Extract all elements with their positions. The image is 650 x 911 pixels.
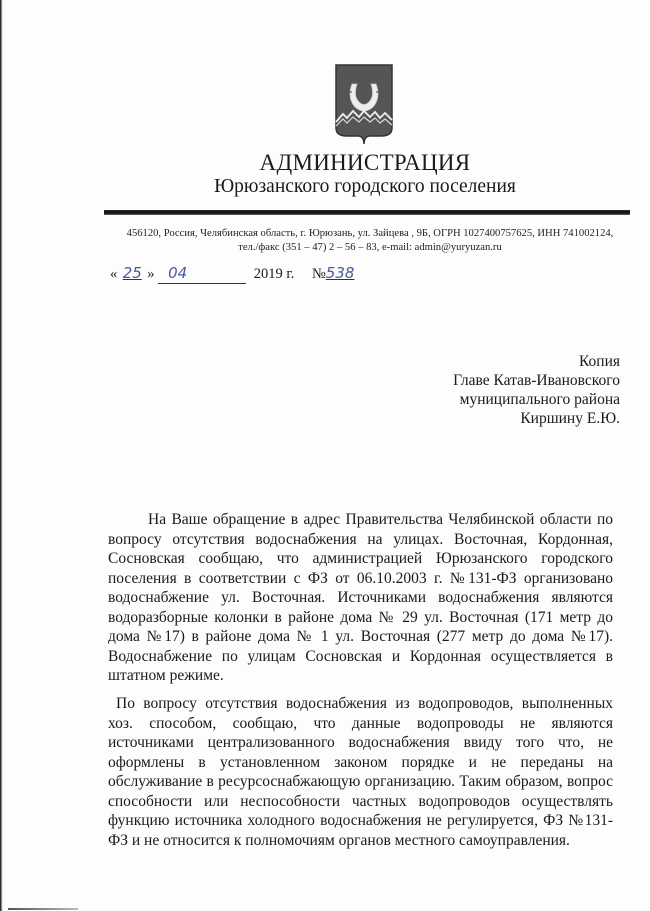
doc-number: 538 [325,264,355,282]
date-number-line [110,264,362,284]
date-day: 25 [122,264,142,282]
paragraph-text: По вопросу отсутствия водоснабжения из водопроводов, выполненных хоз. способом, сообщаю, что данные водопроводы не являются источниками централизованного водоснабжения ввиду того что, не оформлены в установленном законом порядке и не переданы на обслуживание в ресурсоснабжающую организацию. Таким образом, вопрос способности или неспособности частных водопроводов осуществлять функцию источника холодного водоснабжения не регулируется, ФЗ №131-ФЗ и не относится к полномочиям органов местного самоуправления. [108,695,613,849]
scan-edge [0,0,4,911]
recipient-block [453,352,620,428]
date-year: 2019 г. [253,266,295,282]
number-label: № [311,266,326,282]
address-line-2: тел./факс (351 – 47) 2 – 56 – 83, e-mail: admin@yuryuzan.ru [238,242,502,253]
recipient-line: муниципального района [459,391,620,408]
scan-edge-bottom [8,908,78,910]
recipient-line: Киршину Е.Ю. [520,410,620,427]
org-title: АДМИНИСТРАЦИЯ [259,150,471,175]
coat-of-arms-icon [333,62,395,146]
header-divider [104,210,630,215]
body-paragraph-1 [108,510,613,686]
org-subtitle: Юрюзанского городского поселения [214,176,516,197]
recipient-line: Главе Катав-Ивановского [453,372,620,389]
paragraph-text: На Ваше обращение в адрес Правительства Челябинской области по вопросу отсутствия водоснабжения на улицах. Восточная, Кордонная, Сосновская сообщаю, что администрацией Юрюзанского городского поселения в соответствии с ФЗ от 06.10.2003 г. №131-ФЗ организовано водоснабжение ул. Восточная. Источниками водоснабжения являются водоразборные колонки в районе дома № 29 ул. Восточная (171 метр до дома №17) в районе дома № 1 ул. Восточная (277 метр до дома №17). Водоснабжение по улицам Сосновская и Кордонная осуществляется в штатном режиме. [108,511,613,684]
date-month: 04 [168,264,188,282]
date-close-quote: » [147,266,155,282]
body-paragraph-2 [108,694,613,850]
address-line-1: 456120, Россия, Челябинская область, г. Юрюзань, ул. Зайцева , 9Б, ОГРН 1027400757625, ИНН 741002124, [126,228,614,239]
date-open-quote: « [110,266,118,282]
recipient-line: Копия [578,353,620,370]
